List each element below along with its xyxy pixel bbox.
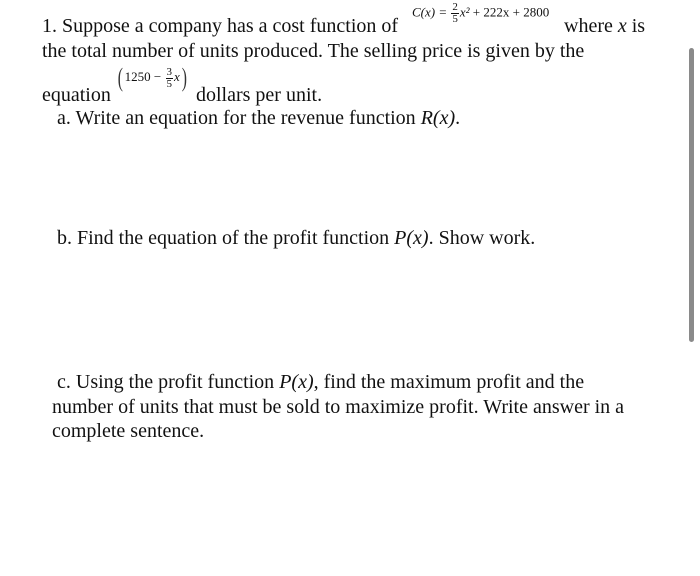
problem-line-3-prefix: equation <box>42 84 111 106</box>
revenue-function-name: R(x) <box>420 107 456 129</box>
part-c-line-2: number of units that must be sold to maximize profit. Write answer in a <box>52 396 625 418</box>
cost-function-lhs: C(x) = <box>412 4 448 20</box>
price-constant: 1250 − <box>124 68 162 84</box>
part-c-prefix: c. Using the profit function <box>57 371 275 393</box>
variable-x: x <box>617 15 627 37</box>
part-b-question <box>57 226 535 250</box>
problem-line-2: the total number of units produced. The selling price is given by the <box>42 40 585 62</box>
problem-line-3-suffix: dollars per unit. <box>196 84 323 106</box>
part-b-text: b. Find the equation of the profit function <box>57 227 390 249</box>
part-c-line-1 <box>57 370 584 394</box>
part-a-text: a. Write an equation for the revenue function <box>57 107 416 129</box>
part-c-line-1-suffix: , find the maximum profit and the <box>313 371 585 393</box>
problem-intro-text: 1. Suppose a company has a cost function of <box>42 15 399 37</box>
cost-fraction-numerator: 2 <box>452 1 458 13</box>
problem-intro-where <box>564 14 645 38</box>
price-fraction-denominator: 5 <box>166 77 173 90</box>
where-text: where <box>564 15 613 37</box>
is-text: is <box>631 15 646 37</box>
price-open-paren: ( <box>117 63 123 92</box>
cost-function-squared-term: x² <box>459 4 470 20</box>
cost-fraction-denominator: 5 <box>452 13 458 25</box>
cost-function-rest: + 222x + 2800 <box>472 4 550 20</box>
part-b-suffix: . Show work. <box>428 227 536 249</box>
price-variable-x: x <box>174 68 180 84</box>
cost-function-equation <box>412 2 549 25</box>
part-a-period: . <box>455 107 461 129</box>
price-close-paren: ) <box>181 63 187 92</box>
part-a-question <box>57 106 460 130</box>
price-function-fraction <box>166 67 174 90</box>
price-function-equation <box>116 65 188 91</box>
part-c-line-3: complete sentence. <box>52 420 205 442</box>
problem-intro-line <box>42 14 398 38</box>
profit-function-name: P(x) <box>394 227 429 249</box>
price-fraction-numerator: 3 <box>166 65 173 78</box>
part-c-profit-function: P(x) <box>279 371 314 393</box>
vertical-scrollbar[interactable] <box>689 48 694 342</box>
cost-function-fraction <box>451 2 459 25</box>
